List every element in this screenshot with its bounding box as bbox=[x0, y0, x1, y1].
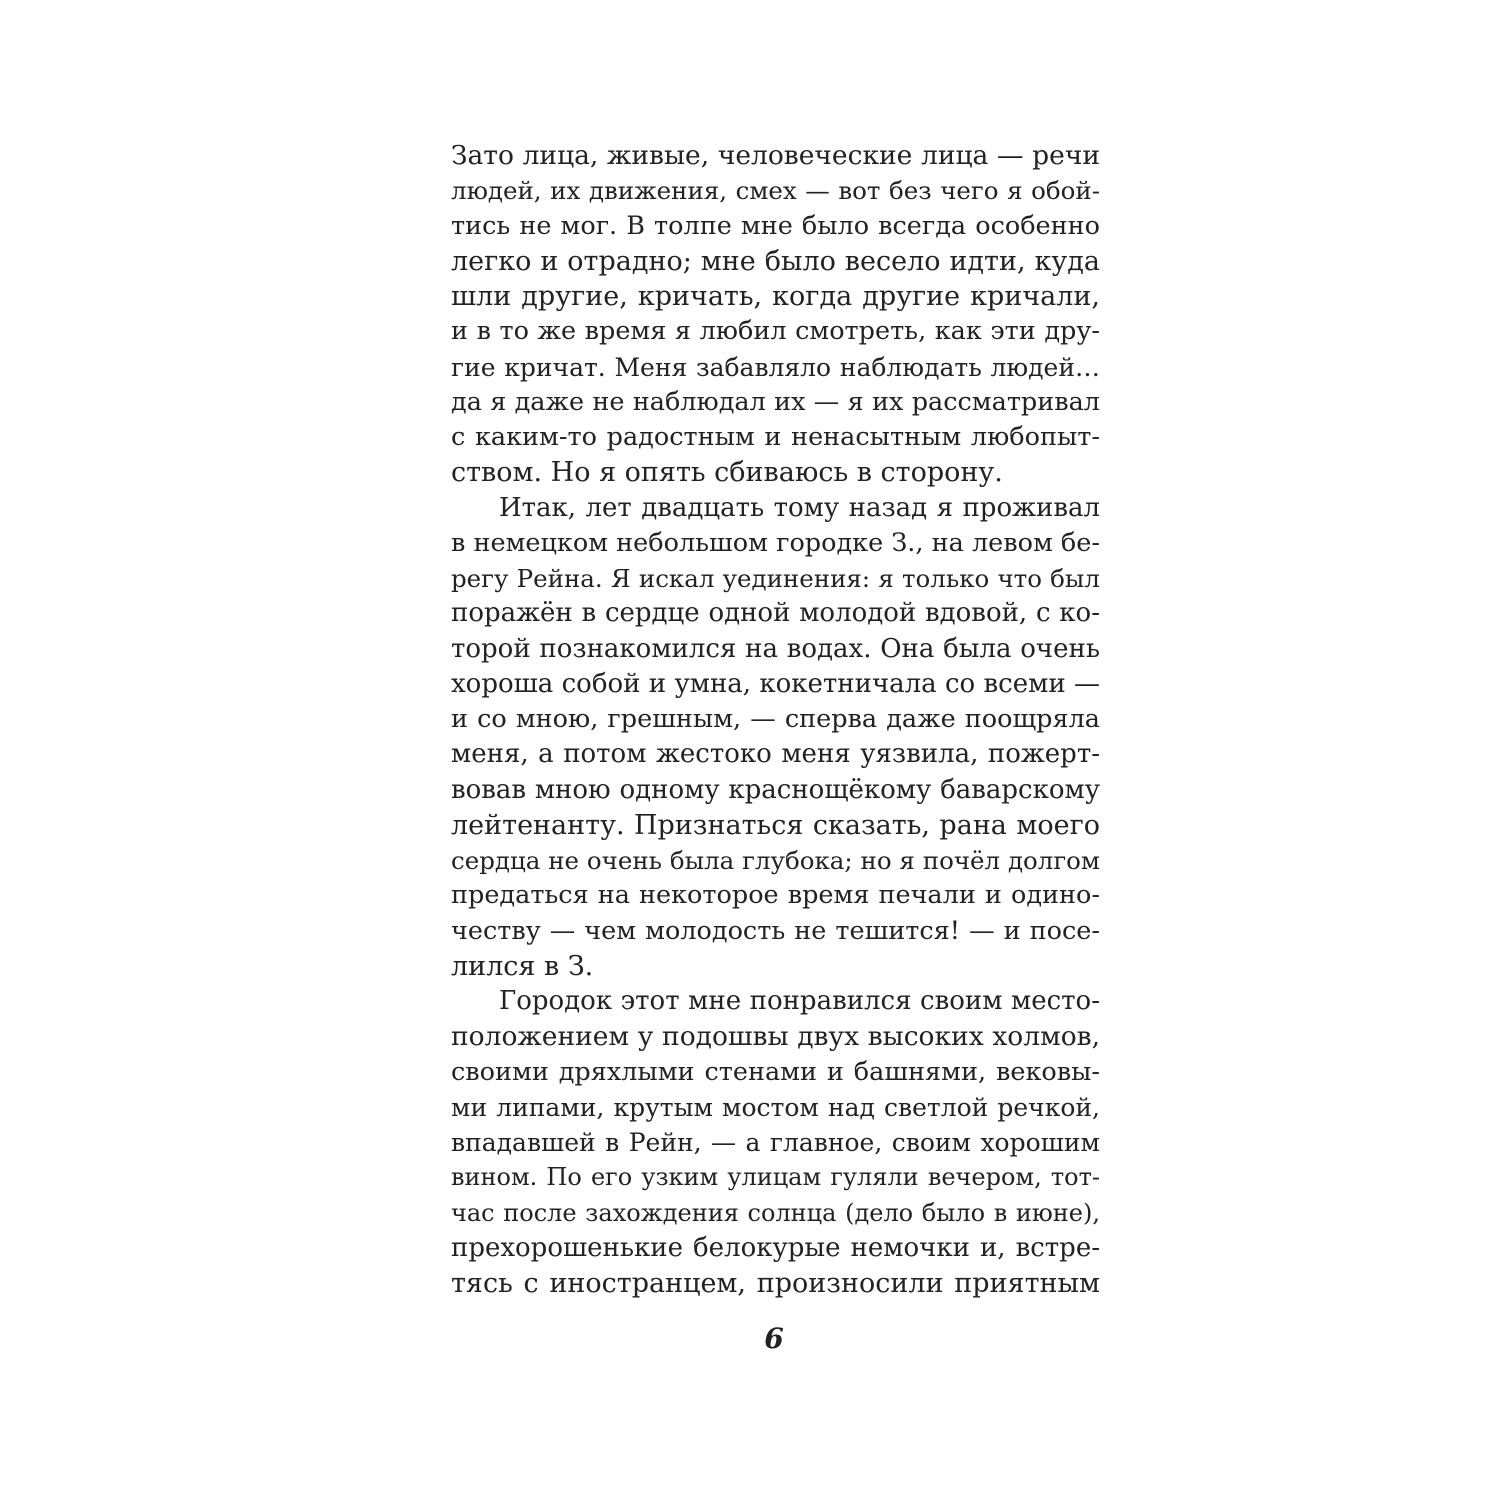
text-line: гие кричат. Меня забавляло наблюдать людей… bbox=[451, 352, 1100, 382]
text-line: Городок этот мне понравился своим место- bbox=[499, 986, 1100, 1016]
text-line: сердца не очень была глубока; но я почёл долгом bbox=[451, 846, 1100, 875]
text-line: и в то же время я любил смотреть, как эти дру- bbox=[451, 316, 1100, 347]
text-line: регу Рейна. Я искал уединения: я только что был bbox=[451, 564, 1100, 593]
text-line: и со мною, грешным, — сперва даже поощряла bbox=[451, 704, 1100, 734]
text-line: шли другие, кричать, когда другие кричали, bbox=[451, 281, 1100, 312]
text-line: ством. Но я опять сбиваюсь в сторону. bbox=[451, 457, 1003, 489]
text-line: вовав мною одному краснощёкому баварскому bbox=[451, 774, 1100, 805]
text-line: лился в З. bbox=[451, 950, 594, 982]
text-line: час после захождения солнца (дело было в июне), bbox=[451, 1198, 1100, 1227]
text-line: легко и отрадно; мне было весело идти, куда bbox=[451, 245, 1100, 277]
text-line: прехорошенькие белокурые немочки и, встре- bbox=[451, 1232, 1100, 1263]
text-line: торой познакомился на водах. Она была очень bbox=[451, 633, 1100, 664]
page-number: 6 bbox=[764, 1322, 784, 1355]
text-line: своими дряхлыми стенами и башнями, вековы- bbox=[451, 1056, 1100, 1087]
text-line: с каким-то радостным и ненасытным любопыт- bbox=[451, 422, 1100, 452]
text-line: положением у подошвы двух высоких холмов, bbox=[451, 1021, 1100, 1053]
text-line: в немецком небольшом городке З., на левом бе- bbox=[451, 527, 1100, 558]
text-line: впадавшей в Рейн, — а главное, своим хорошим bbox=[451, 1128, 1100, 1157]
text-line: меня, а потом жестоко меня уязвила, пожерт- bbox=[451, 739, 1100, 770]
text-line: вином. По его узким улицам гуляли вечером, тот- bbox=[451, 1163, 1100, 1192]
text-line: тясь с иностранцем, произносили приятным bbox=[451, 1268, 1100, 1299]
text-line: честву — чем молодость не тешится! — и посе- bbox=[451, 915, 1100, 946]
text-line: предаться на некоторое время печали и одино- bbox=[451, 880, 1100, 911]
text-line: людей, их движения, смех — вот без чего я обой- bbox=[451, 176, 1100, 206]
text-line: Зато лица, живые, человеческие лица — речи bbox=[451, 140, 1100, 171]
text-line: да я даже не наблюдал их — я их рассматривал bbox=[451, 386, 1100, 417]
body-text bbox=[451, 138, 1100, 1301]
text-line: ми липами, крутым мостом над светлой речкой, bbox=[451, 1092, 1100, 1122]
text-line: тись не мог. В толпе мне было всегда особенно bbox=[451, 210, 1100, 241]
text-line: лейтенанту. Признаться сказать, рана моего bbox=[451, 809, 1100, 841]
text-line: хороша собой и умна, кокетничала со всеми — bbox=[451, 668, 1100, 699]
text-line: поражён в сердце одной молодой вдовой, с ко- bbox=[451, 598, 1100, 629]
text-line: Итак, лет двадцать тому назад я проживал bbox=[499, 492, 1100, 523]
